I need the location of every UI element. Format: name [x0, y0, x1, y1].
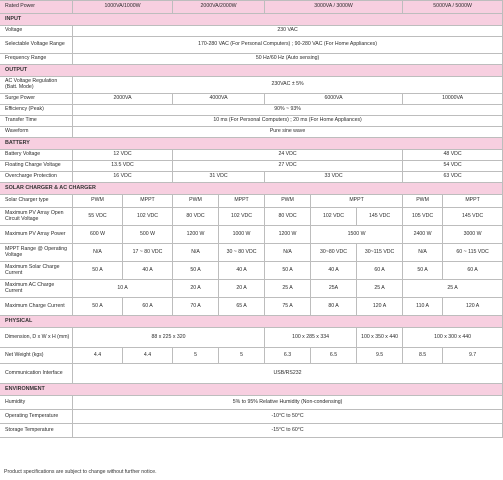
cell: PWM — [73, 195, 123, 208]
cell: 4.4 — [123, 348, 173, 364]
cell: 90% ~ 93% — [73, 105, 503, 116]
table-row — [0, 410, 503, 424]
table-row — [0, 244, 503, 262]
section-title: BATTERY — [0, 138, 503, 150]
table-row — [0, 26, 503, 37]
cell: 20 A — [173, 280, 219, 298]
row-label: Net Weight (kgs) — [0, 348, 73, 364]
cell: 145 VDC — [443, 208, 503, 226]
row-label: Maximum PV Array Open Circuit Voltage — [0, 208, 73, 226]
cell: 80 A — [311, 298, 357, 316]
cell: 20 A — [219, 280, 265, 298]
cell: 9.7 — [443, 348, 503, 364]
section-header-physical — [0, 316, 503, 328]
row-label: Operating Temperature — [0, 410, 73, 424]
cell: N/A — [265, 244, 311, 262]
cell: 2400 W — [403, 226, 443, 244]
cell: 60 A — [357, 262, 403, 280]
table-row — [0, 77, 503, 94]
cell: 145 VDC — [357, 208, 403, 226]
cell: 10 A — [73, 280, 173, 298]
cell: 30 ~ 80 VDC — [219, 244, 265, 262]
cell: N/A — [173, 244, 219, 262]
cell: PWM — [265, 195, 311, 208]
cell: 80 VDC — [173, 208, 219, 226]
cell: 55 VDC — [73, 208, 123, 226]
cell: 102 VDC — [123, 208, 173, 226]
cell: 10000VA — [403, 94, 503, 105]
cell: 6.5 — [311, 348, 357, 364]
cell: 9.5 — [357, 348, 403, 364]
cell: MPPT — [443, 195, 503, 208]
table-row — [0, 54, 503, 65]
cell: 60 A — [123, 298, 173, 316]
table-row — [0, 116, 503, 127]
section-title: PHYSICAL — [0, 316, 503, 328]
cell: 5 — [173, 348, 219, 364]
cell: 2000VA/2000W — [173, 1, 265, 14]
rated-power-row — [0, 1, 503, 14]
cell: 4.4 — [73, 348, 123, 364]
table-row — [0, 195, 503, 208]
row-label: Waveform — [0, 127, 73, 138]
cell: 24 VDC — [173, 150, 403, 161]
cell: 50 A — [173, 262, 219, 280]
cell: 102 VDC — [219, 208, 265, 226]
table-row — [0, 127, 503, 138]
row-label: Solar Charger type — [0, 195, 73, 208]
cell: 12 VDC — [73, 150, 173, 161]
cell: 50 A — [73, 298, 123, 316]
cell: 50 A — [265, 262, 311, 280]
cell: 500 W — [123, 226, 173, 244]
cell: 1000 W — [219, 226, 265, 244]
cell: 40 A — [311, 262, 357, 280]
cell: 25 A — [357, 280, 403, 298]
section-title: OUTPUT — [0, 65, 503, 77]
table-row — [0, 172, 503, 183]
footnote: Product specifications are subject to change without further notice. — [4, 469, 157, 475]
section-title: INPUT — [0, 14, 503, 26]
row-label: Overcharge Protection — [0, 172, 73, 183]
cell: 75 A — [265, 298, 311, 316]
row-label: Dimension, D x W x H (mm) — [0, 328, 73, 348]
cell: N/A — [73, 244, 123, 262]
cell: 1200 W — [173, 226, 219, 244]
row-label: Humidity — [0, 396, 73, 410]
table-row — [0, 348, 503, 364]
section-header-solar — [0, 183, 503, 195]
cell: -15°C to 60°C — [73, 424, 503, 438]
table-row — [0, 161, 503, 172]
cell: 230 VAC — [73, 26, 503, 37]
section-header-output — [0, 65, 503, 77]
row-label: Rated Power — [0, 1, 73, 14]
cell: MPPT — [123, 195, 173, 208]
table-row — [0, 424, 503, 438]
cell: 31 VDC — [173, 172, 265, 183]
cell: 1000VA/1000W — [73, 1, 173, 14]
cell: 54 VDC — [403, 161, 503, 172]
row-label: Maximum Charge Current — [0, 298, 73, 316]
cell: 105 VDC — [403, 208, 443, 226]
cell: 48 VDC — [403, 150, 503, 161]
table-row — [0, 280, 503, 298]
table-row — [0, 364, 503, 384]
cell: 88 x 225 x 320 — [73, 328, 265, 348]
cell: 70 A — [173, 298, 219, 316]
cell: 10 ms (For Personal Computers) ; 20 ms (For Home Appliances) — [73, 116, 503, 127]
cell: 1500 W — [311, 226, 403, 244]
cell: 50 Hz/60 Hz (Auto sensing) — [73, 54, 503, 65]
row-label: Surge Power — [0, 94, 73, 105]
cell: 63 VDC — [403, 172, 503, 183]
row-label: MPPT Range @ Operating Voltage — [0, 244, 73, 262]
cell: 65 A — [219, 298, 265, 316]
section-header-battery — [0, 138, 503, 150]
table-row — [0, 262, 503, 280]
cell: 100 x 300 x 440 — [403, 328, 503, 348]
cell: 6.3 — [265, 348, 311, 364]
cell: 16 VDC — [73, 172, 173, 183]
table-row — [0, 298, 503, 316]
row-label: Transfer Time — [0, 116, 73, 127]
cell: 8.5 — [403, 348, 443, 364]
section-header-input — [0, 14, 503, 26]
cell: MPPT — [311, 195, 403, 208]
cell: 100 x 350 x 440 — [357, 328, 403, 348]
cell: 102 VDC — [311, 208, 357, 226]
cell: 230VAC ± 5% — [73, 77, 503, 94]
cell: MPPT — [219, 195, 265, 208]
cell: 25 A — [265, 280, 311, 298]
cell: 5000VA / 5000W — [403, 1, 503, 14]
row-label: Maximum PV Array Power — [0, 226, 73, 244]
cell: PWM — [403, 195, 443, 208]
table-row — [0, 226, 503, 244]
cell: 60 ~ 115 VDC — [443, 244, 503, 262]
table-row — [0, 208, 503, 226]
row-label: Maximum Solar Charge Current — [0, 262, 73, 280]
cell: 30~80 VDC — [311, 244, 357, 262]
cell: 40 A — [123, 262, 173, 280]
row-label: Communication Interface — [0, 364, 73, 384]
cell: 30~115 VDC — [357, 244, 403, 262]
cell: 120 A — [357, 298, 403, 316]
cell: 50 A — [403, 262, 443, 280]
cell: 3000 W — [443, 226, 503, 244]
row-label: Efficiency (Peak) — [0, 105, 73, 116]
section-header-environment — [0, 384, 503, 396]
cell: 110 A — [403, 298, 443, 316]
row-label: Floating Charge Voltage — [0, 161, 73, 172]
row-label: Voltage — [0, 26, 73, 37]
row-label: Frequency Range — [0, 54, 73, 65]
cell: 17 ~ 80 VDC — [123, 244, 173, 262]
cell: 120 A — [443, 298, 503, 316]
table-row — [0, 328, 503, 348]
cell: 600 W — [73, 226, 123, 244]
cell: 1200 W — [265, 226, 311, 244]
section-title: SOLAR CHARGER & AC CHARGER — [0, 183, 503, 195]
row-label: Selectable Voltage Range — [0, 37, 73, 54]
cell: 100 x 285 x 334 — [265, 328, 357, 348]
cell: 27 VDC — [173, 161, 403, 172]
row-label: Battery Voltage — [0, 150, 73, 161]
row-label: AC Voltage Regulation (Batt. Mode) — [0, 77, 73, 94]
table-row — [0, 105, 503, 116]
cell: 25A — [311, 280, 357, 298]
cell: 2000VA — [73, 94, 173, 105]
row-label: Maximum AC Charge Current — [0, 280, 73, 298]
cell: N/A — [403, 244, 443, 262]
cell: 6000VA — [265, 94, 403, 105]
table-row — [0, 37, 503, 54]
cell: 4000VA — [173, 94, 265, 105]
cell: 170-280 VAC (For Personal Computers) ; 90-280 VAC (For Home Appliances) — [73, 37, 503, 54]
cell: 3000VA / 3000W — [265, 1, 403, 14]
cell: 13.5 VDC — [73, 161, 173, 172]
table-row — [0, 396, 503, 410]
cell: 60 A — [443, 262, 503, 280]
cell: -10°C to 50°C — [73, 410, 503, 424]
row-label: Storage Temperature — [0, 424, 73, 438]
table-row — [0, 150, 503, 161]
cell: 33 VDC — [265, 172, 403, 183]
cell: Pure sine wave — [73, 127, 503, 138]
cell: 80 VDC — [265, 208, 311, 226]
cell: 25 A — [403, 280, 503, 298]
cell: 5 — [219, 348, 265, 364]
cell: 5% to 95% Relative Humidity (Non-condensing) — [73, 396, 503, 410]
cell: PWM — [173, 195, 219, 208]
table-row — [0, 94, 503, 105]
cell: 50 A — [73, 262, 123, 280]
cell: USB/RS232 — [73, 364, 503, 384]
section-title: ENVIRONMENT — [0, 384, 503, 396]
cell: 40 A — [219, 262, 265, 280]
